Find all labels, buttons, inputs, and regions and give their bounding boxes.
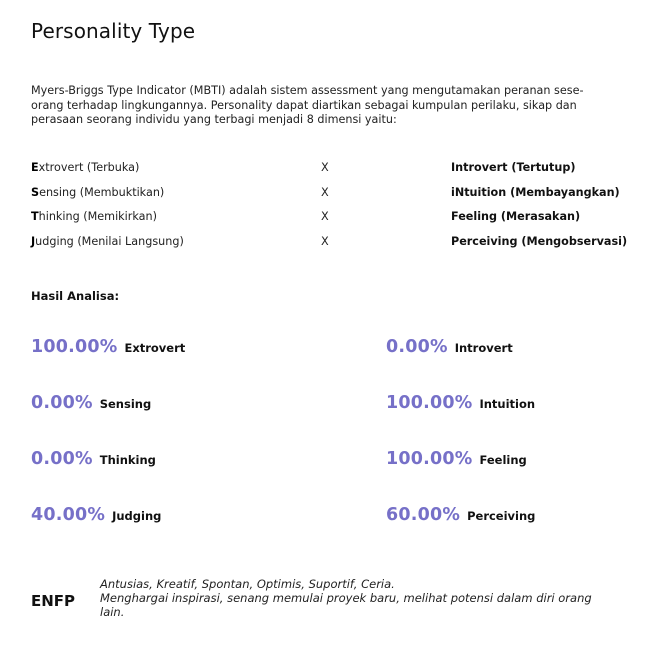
description-line: Antusias, Kreatif, Spontan, Optimis, Suportif, Ceria. — [100, 577, 395, 591]
score-label: Thinking — [99, 453, 156, 467]
score-sensing — [31, 393, 151, 417]
dimension-left — [31, 210, 157, 223]
score-introvert — [386, 337, 513, 361]
versus-separator: X — [321, 235, 329, 248]
personality-type-code: ENFP — [31, 592, 76, 610]
dimension-left — [31, 186, 164, 199]
score-intuition — [386, 393, 535, 417]
score-percentage: 0.00% — [31, 449, 93, 469]
dimension-right-text: eeling (Merasakan) — [458, 210, 581, 223]
dimension-right — [451, 186, 620, 199]
versus-separator: X — [321, 210, 329, 223]
score-percentage: 60.00% — [386, 505, 461, 525]
score-label: Perceiving — [467, 509, 536, 523]
description-line: Menghargai inspirasi, senang memulai proyek baru, melihat potensi dalam diri orang — [100, 591, 592, 605]
score-percentage: 100.00% — [31, 337, 118, 357]
dimension-initial: E — [31, 161, 39, 174]
score-judging — [31, 505, 161, 529]
score-thinking — [31, 449, 156, 473]
score-label: Introvert — [454, 341, 513, 355]
intro-line: orang terhadap lingkungannya. Personality dapat diartikan sebagai kumpulan perilaku, sikap dan — [31, 98, 577, 112]
versus-separator: X — [321, 161, 329, 174]
dimension-initial: S — [31, 186, 40, 199]
dimension-initial: F — [451, 210, 459, 223]
page-title: Personality Type — [31, 19, 196, 43]
dimension-right-text: erceiving (Mengobservasi) — [459, 235, 628, 248]
dimension-initial: P — [451, 235, 460, 248]
dimension-left — [31, 161, 139, 174]
score-percentage: 0.00% — [31, 393, 93, 413]
dimension-row-jp — [31, 235, 631, 251]
score-percentage: 100.00% — [386, 449, 473, 469]
score-percentage: 40.00% — [31, 505, 106, 525]
dimension-initial: i — [451, 186, 455, 199]
dimension-left — [31, 235, 184, 248]
dimension-row-tf — [31, 210, 631, 226]
versus-separator: X — [321, 186, 329, 199]
intro-paragraph — [31, 84, 627, 128]
results-heading: Hasil Analisa: — [31, 289, 120, 303]
dimension-row-sn — [31, 186, 631, 202]
dimension-initial: I — [451, 161, 456, 174]
score-label: Sensing — [99, 397, 152, 411]
score-perceiving — [386, 505, 535, 529]
score-extrovert — [31, 337, 185, 361]
score-label: Feeling — [479, 453, 527, 467]
dimension-right-text: Ntuition (Membayangkan) — [454, 186, 620, 199]
dimension-left-text: ensing (Membuktikan) — [39, 186, 165, 199]
score-percentage: 0.00% — [386, 337, 448, 357]
score-feeling — [386, 449, 527, 473]
dimension-right — [451, 235, 627, 248]
dimension-left-text: hinking (Memikirkan) — [38, 210, 157, 223]
intro-line: Myers-Briggs Type Indicator (MBTI) adalah sistem assessment yang mengutamakan peranan sese- — [31, 84, 584, 97]
intro-line: perasaan seorang individu yang terbagi menjadi 8 dimensi yaitu: — [31, 113, 397, 126]
dimension-row-ei — [31, 161, 631, 177]
personality-type-description — [100, 577, 630, 619]
dimension-left-text: udging (Menilai Langsung) — [35, 235, 184, 248]
dimension-right — [451, 210, 580, 223]
score-percentage: 100.00% — [386, 393, 473, 413]
dimension-initial: J — [31, 235, 36, 248]
dimension-initial: T — [31, 210, 39, 223]
score-label: Judging — [112, 509, 162, 523]
dimension-right-text: ntrovert (Tertutup) — [455, 161, 576, 174]
dimension-left-text: xtrovert (Terbuka) — [38, 161, 140, 174]
dimension-right — [451, 161, 575, 174]
description-line: lain. — [100, 605, 125, 619]
score-label: Extrovert — [124, 341, 186, 355]
score-label: Intuition — [479, 397, 536, 411]
